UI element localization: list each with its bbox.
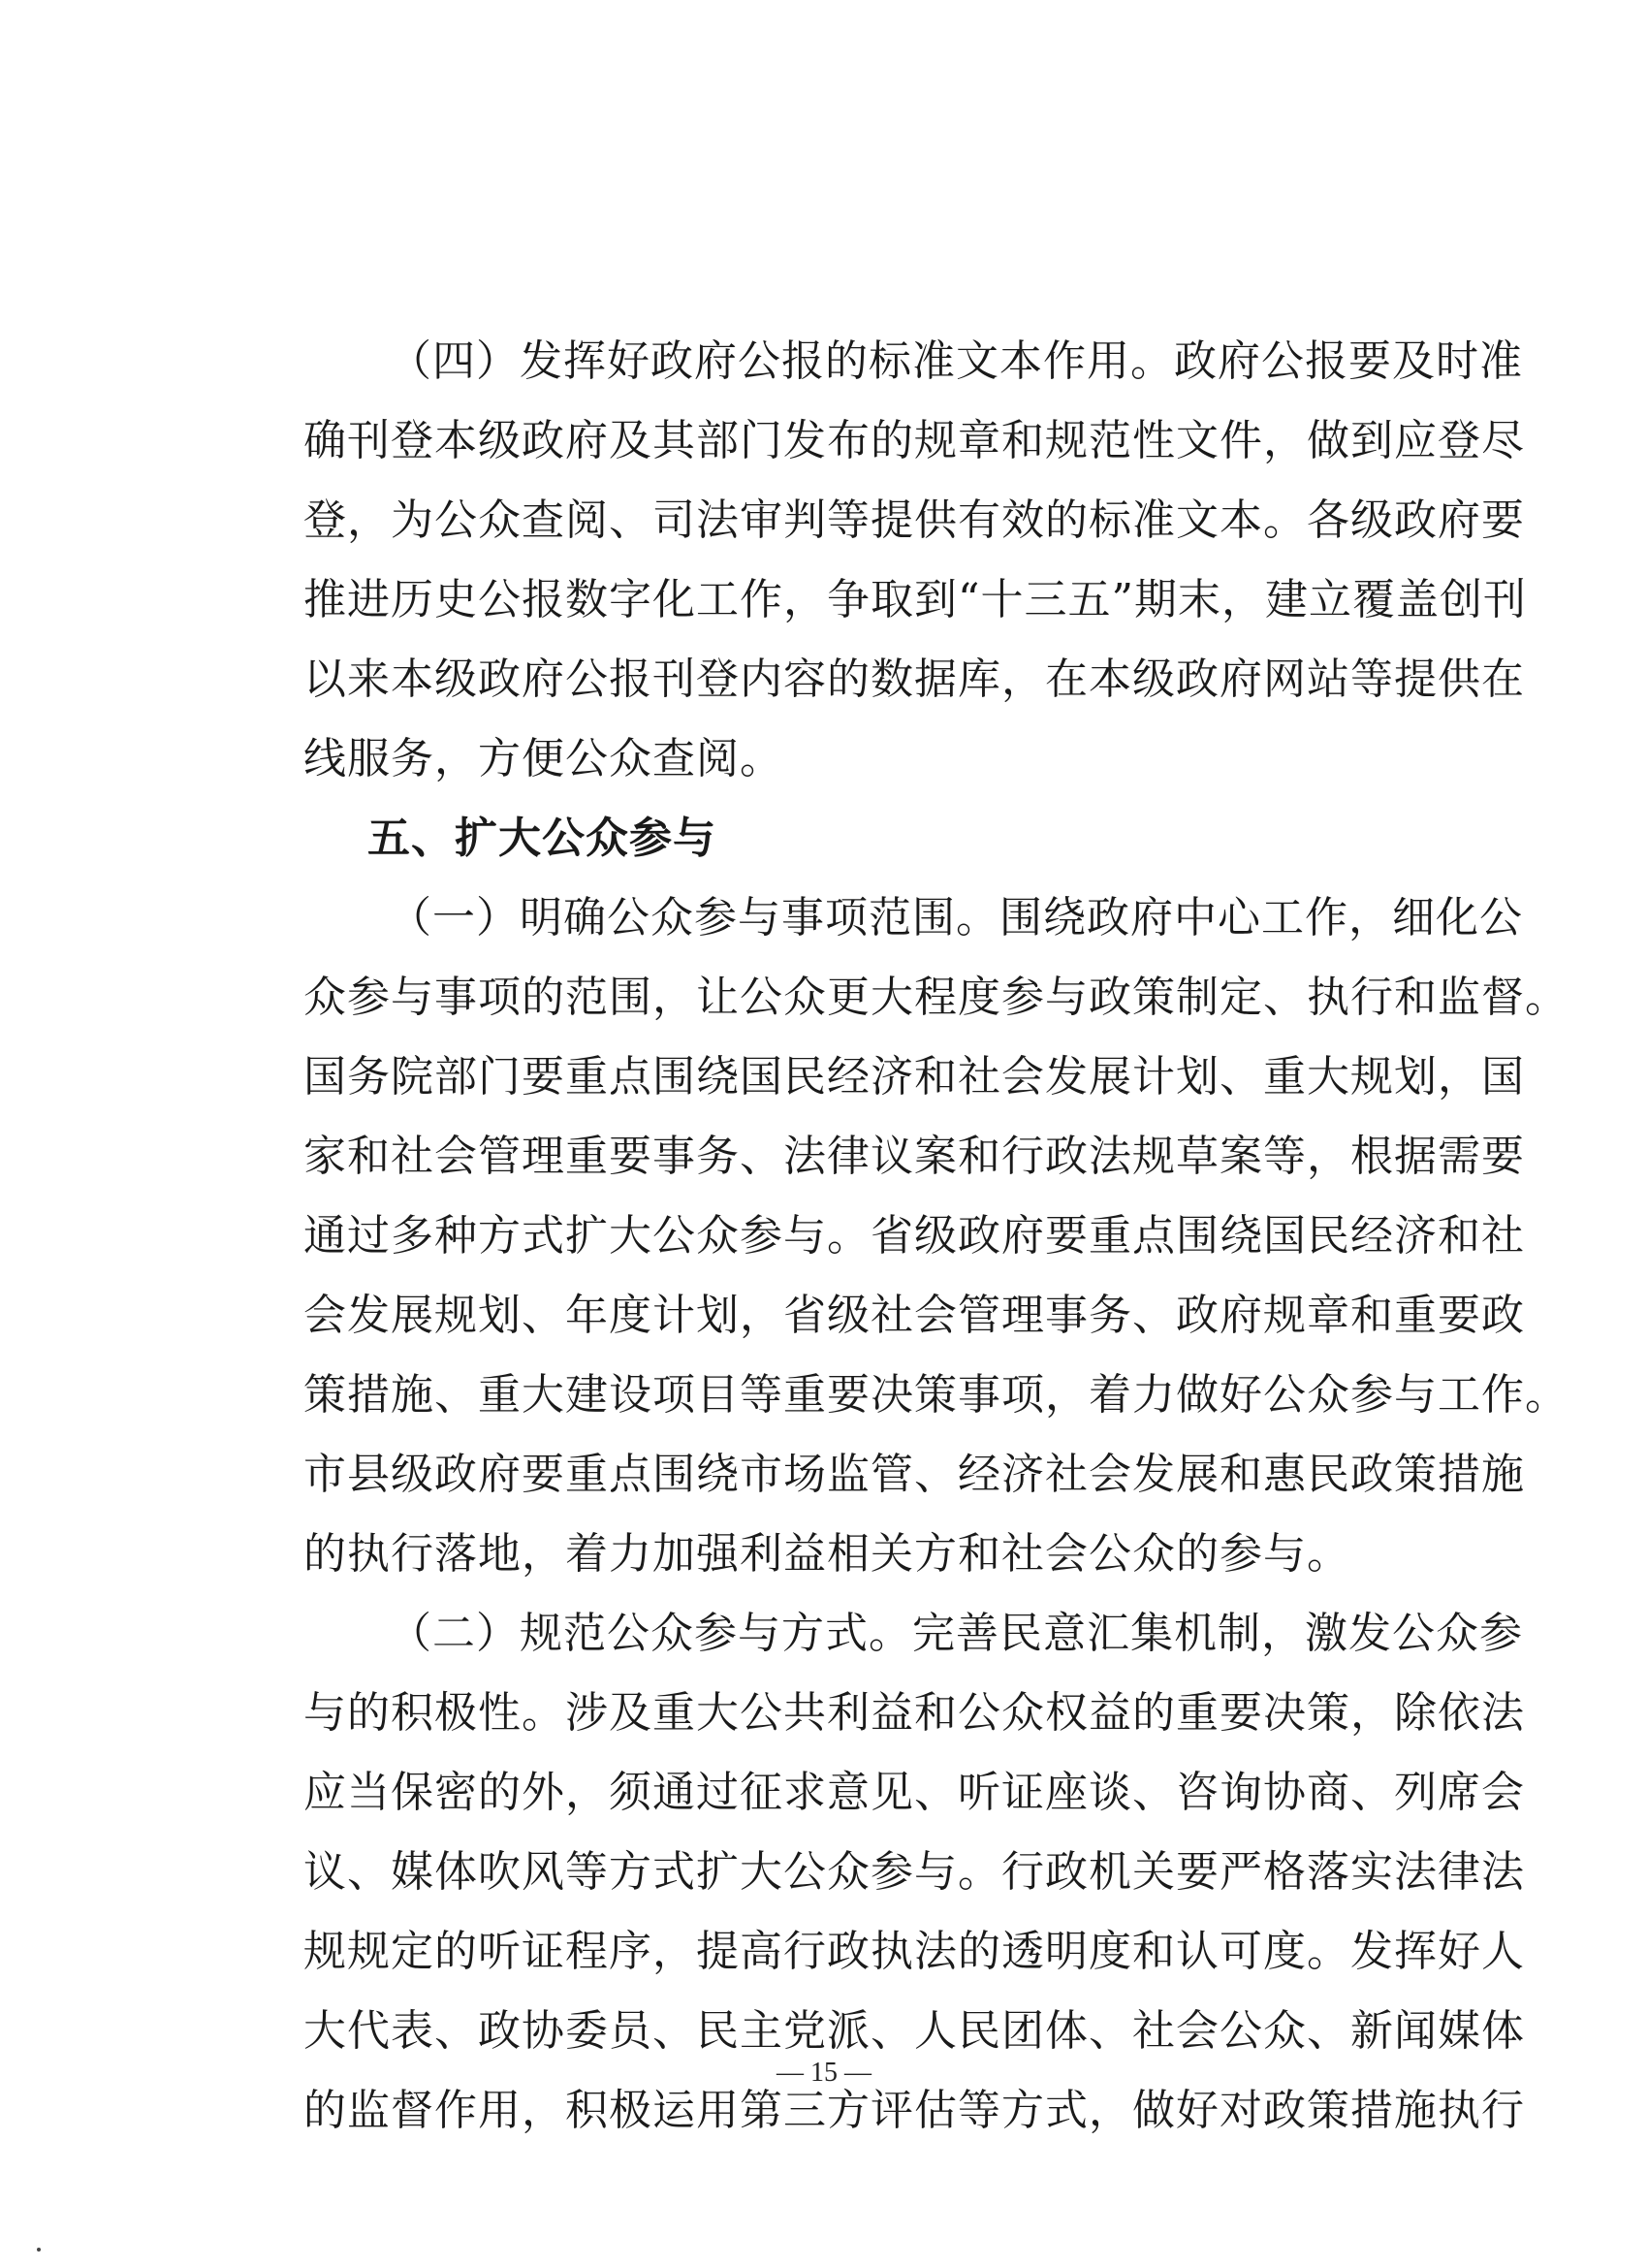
section-heading: 五、扩大公众参与 [367, 814, 716, 863]
text-line: （一）明确公众参与事项范围。围绕政府中心工作，细化公 [389, 893, 1523, 942]
text-line: 的执行落地，着力加强利益相关方和社会公众的参与。 [303, 1529, 1350, 1579]
page-number: — 15 — [776, 2058, 872, 2088]
text-line: 的监督作用，积极运用第三方评估等方式，做好对政策措施执行 [303, 2086, 1525, 2135]
text-line: 会发展规划、年度计划，省级社会管理事务、政府规章和重要政 [303, 1291, 1525, 1340]
text-line: 线服务，方便公众查阅。 [303, 734, 783, 783]
text-line: 登，为公众查阅、司法审判等提供有效的标准文本。各级政府要 [303, 495, 1525, 545]
text-line: 策措施、重大建设项目等重要决策事项，着力做好公众参与工作。 [303, 1370, 1569, 1420]
paragraph [303, 878, 1569, 1594]
text-line: （四）发挥好政府公报的标准文本作用。政府公报要及时准 [389, 336, 1523, 386]
text-line: 以来本级政府公报刊登内容的数据库，在本级政府网站等提供在 [303, 655, 1525, 704]
text-line: 规规定的听证程序，提高行政执法的透明度和认可度。发挥好人 [303, 1927, 1525, 1976]
text-line: 市县级政府要重点围绕市场监管、经济社会发展和惠民政策措施 [303, 1450, 1525, 1499]
text-line: 众参与事项的范围，让公众更大程度参与政策制定、执行和监督。 [303, 973, 1569, 1022]
text-line: （二）规范公众参与方式。完善民意汇集机制，激发公众参 [389, 1609, 1523, 1658]
text-line: 议、媒体吹风等方式扩大公众参与。行政机关要严格落实法律法 [303, 1847, 1525, 1897]
text-line: 国务院部门要重点围绕国民经济和社会发展计划、重大规划，国 [303, 1052, 1525, 1102]
text-line: 通过多种方式扩大公众参与。省级政府要重点围绕国民经济和社 [303, 1211, 1525, 1261]
document-body [303, 322, 1569, 2151]
text-line: 大代表、政协委员、民主党派、人民团体、社会公众、新闻媒体 [303, 2006, 1525, 2056]
text-line: 与的积极性。涉及重大公共利益和公众权益的重要决策，除依法 [303, 1688, 1525, 1738]
text-line: 应当保密的外，须通过征求意见、听证座谈、咨询协商、列席会 [303, 1768, 1525, 1817]
text-line: 确刊登本级政府及其部门发布的规章和规范性文件，做到应登尽 [303, 416, 1525, 465]
paragraph [303, 322, 1527, 799]
scan-speck [37, 2248, 41, 2252]
text-line: 推进历史公报数字化工作，争取到“十三五”期末，建立覆盖创刊 [303, 575, 1527, 624]
text-line: 家和社会管理重要事务、法律议案和行政法规草案等，根据需要 [303, 1132, 1525, 1181]
